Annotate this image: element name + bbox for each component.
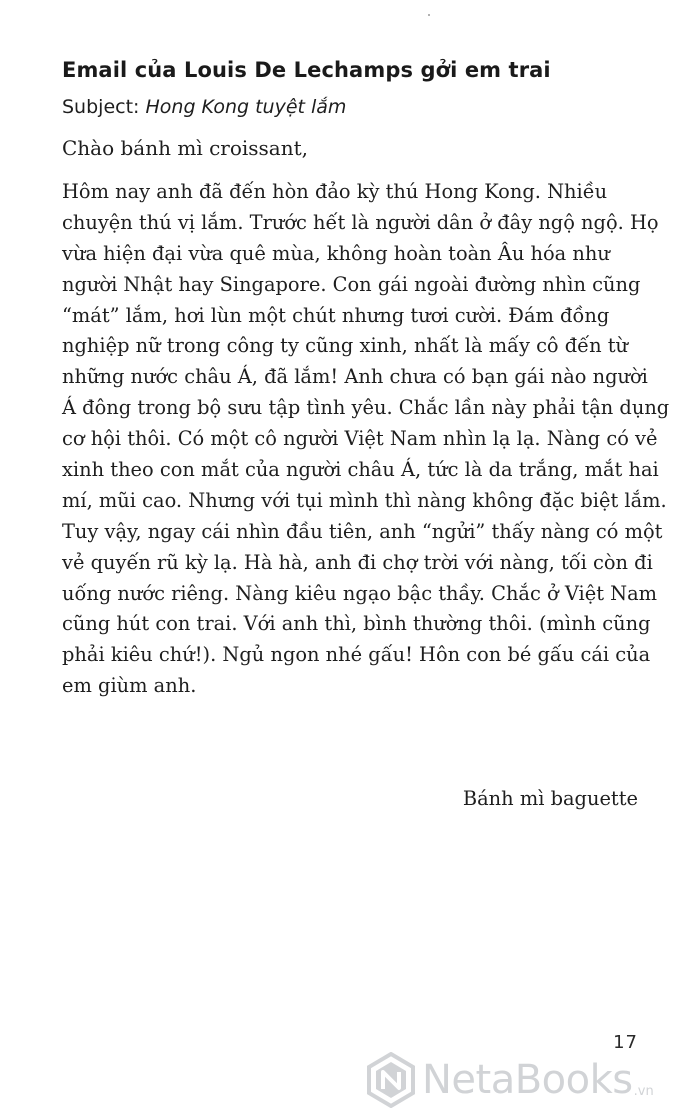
- subject-title: Hong Kong tuyệt lắm: [145, 96, 347, 118]
- email-greeting: Chào bánh mì croissant,: [62, 136, 308, 160]
- body-line: Hôm nay anh đã đến hòn đảo kỳ thú Hong Kong. Nhiều: [62, 180, 608, 203]
- body-line: uống nước riêng. Nàng kiêu ngạo bậc thầy. Chắc ở Việt Nam: [62, 581, 658, 605]
- body-line: phải kiêu chứ!). Ngủ ngon nhé gấu! Hôn con bé gấu cái của: [62, 643, 651, 667]
- body-line: xinh theo con mắt của người châu Á, tức là da trắng, mắt hai: [62, 458, 659, 482]
- netabooks-logo-icon: [366, 1052, 416, 1108]
- watermark-text: NetaBooks: [422, 1057, 633, 1103]
- body-line: Tuy vậy, ngay cái nhìn đầu tiên, anh “ngửi” thấy nàng có một: [62, 519, 663, 543]
- print-speck: [428, 14, 430, 16]
- body-line: cũng hút con trai. Với anh thì, bình thường thôi. (mình cũng: [62, 612, 651, 636]
- page-number: 17: [613, 1032, 638, 1053]
- body-line: mí, mũi cao. Nhưng với tụi mình thì nàng không đặc biệt lắm.: [62, 488, 667, 512]
- email-subject: [62, 96, 346, 118]
- subject-label: Subject:: [62, 96, 140, 118]
- body-line: người Nhật hay Singapore. Con gái ngoài đường nhìn cũng: [62, 272, 641, 296]
- email-body: [62, 177, 670, 702]
- watermark: [366, 1045, 696, 1115]
- watermark-suffix: .vn: [633, 1084, 654, 1099]
- body-line: nghiệp nữ trong công ty cũng xinh, nhất là mấy cô đến từ: [62, 334, 629, 358]
- body-line: những nước châu Á, đã lắm! Anh chưa có bạn gái nào người: [62, 365, 648, 389]
- body-line: vừa hiện đại vừa quê mùa, không hoàn toàn Âu hóa như: [62, 241, 610, 265]
- body-line: vẻ quyến rũ kỳ lạ. Hà hà, anh đi chợ trời với nàng, tối còn đi: [62, 550, 653, 574]
- email-signature: Bánh mì baguette: [462, 787, 638, 810]
- body-line: em giùm anh.: [62, 674, 197, 698]
- body-line: “mát” lắm, hơi lùn một chút nhưng tươi cười. Đám đồng: [62, 303, 610, 327]
- body-line: Á đông trong bộ sưu tập tình yêu. Chắc lần này phải tận dụng: [62, 396, 670, 420]
- body-line: chuyện thú vị lắm. Trước hết là người dân ở đây ngộ ngộ. Họ: [62, 210, 659, 234]
- body-line: cơ hội thôi. Có một cô người Việt Nam nhìn lạ lạ. Nàng có vẻ: [62, 427, 658, 451]
- email-heading: Email của Louis De Lechamps gởi em trai: [62, 58, 551, 82]
